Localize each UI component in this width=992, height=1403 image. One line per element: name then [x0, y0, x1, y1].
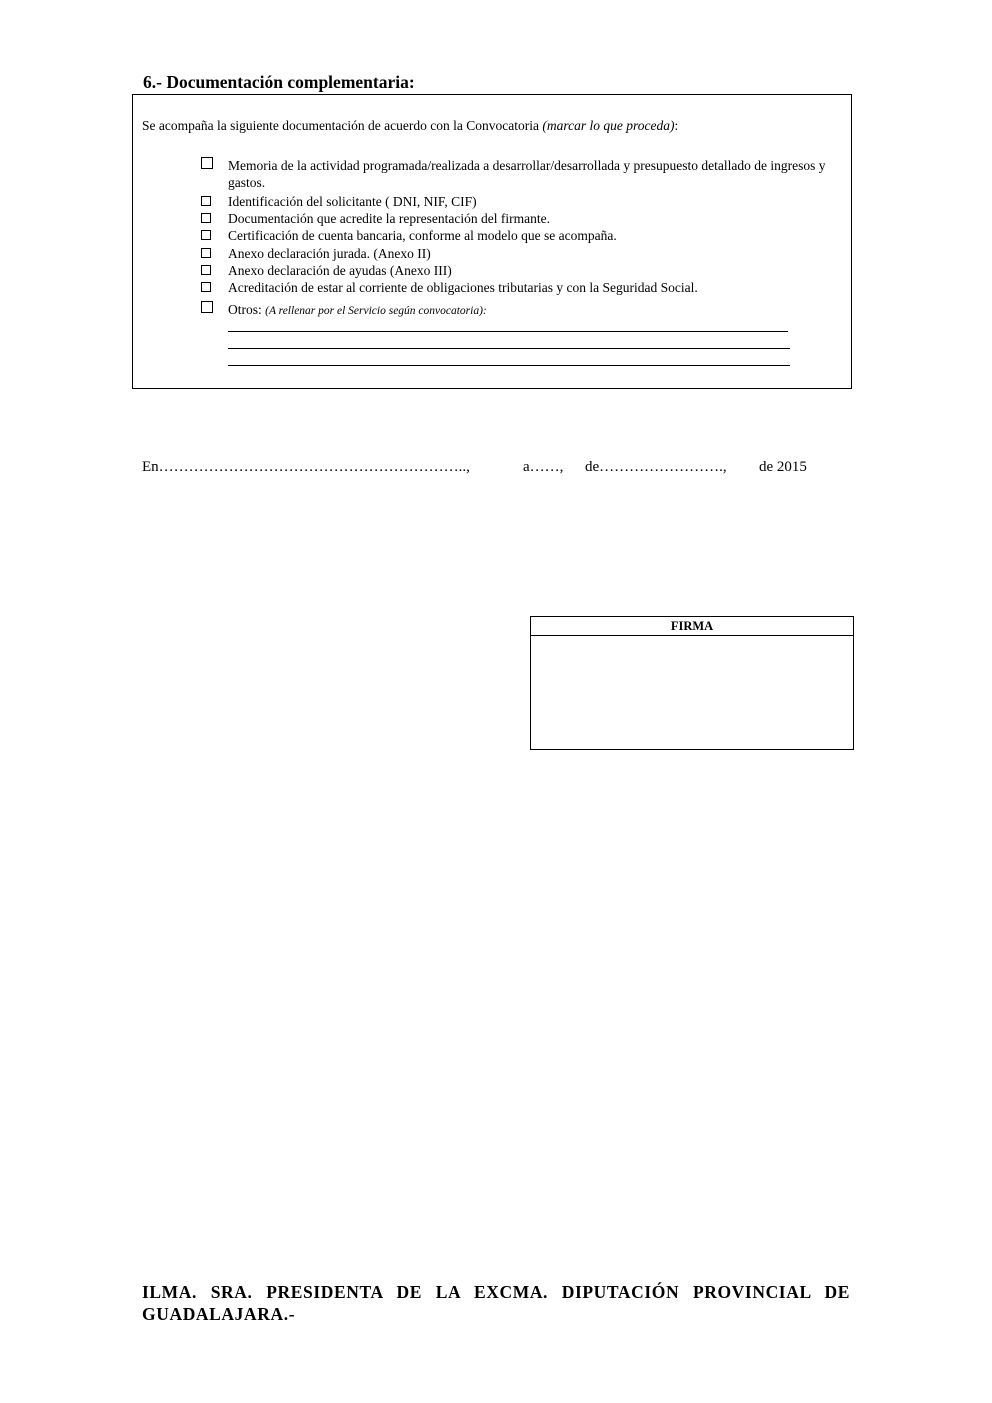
addressee-line-1: ILMA. SRA. PRESIDENTA DE LA EXCMA. DIPUTACIÓN PROVINCIAL DE — [142, 1282, 850, 1302]
otros-fill-line-1[interactable] — [228, 331, 788, 332]
date-day[interactable]: a……, — [523, 459, 564, 475]
addressee-line-2: GUADALAJARA.- — [142, 1304, 296, 1324]
otros-fill-line-3[interactable] — [228, 365, 790, 366]
checkbox-acreditacion[interactable] — [201, 282, 211, 292]
documentation-box — [132, 94, 852, 389]
checkbox-representacion[interactable] — [201, 213, 211, 223]
intro-hint: (marcar lo que proceda) — [542, 118, 675, 133]
doc-item-label: Otros: (A rellenar por el Servicio según convocatoria): — [228, 302, 487, 317]
checkbox-otros[interactable] — [201, 301, 213, 313]
doc-item-label: Anexo declaración jurada. (Anexo II) — [228, 246, 431, 261]
checkbox-anexo-ii[interactable] — [201, 248, 211, 258]
section-title: 6.- Documentación complementaria: — [143, 72, 415, 92]
doc-item-label: Memoria de la actividad programada/realizada a desarrollar/desarrollada y presupuesto detallado de ingresos y gastos. — [228, 158, 826, 190]
date-place[interactable]: En…………………………………………………….., — [142, 459, 470, 475]
doc-item-label: Acreditación de estar al corriente de obligaciones tributarias y con la Seguridad Social. — [228, 280, 698, 295]
checkbox-anexo-iii[interactable] — [201, 265, 211, 275]
signature-box[interactable] — [530, 616, 854, 750]
documentation-intro: Se acompaña la siguiente documentación de acuerdo con la Convocatoria (marcar lo que proceda): — [142, 118, 679, 133]
date-year: de 2015 — [759, 459, 807, 475]
doc-item-label: Certificación de cuenta bancaria, conforme al modelo que se acompaña. — [228, 228, 617, 243]
date-month[interactable]: de……………………., — [585, 459, 727, 475]
doc-item-label: Documentación que acredite la representación del firmante. — [228, 211, 550, 226]
doc-item-label: Identificación del solicitante ( DNI, NIF, CIF) — [228, 194, 477, 209]
checkbox-certificacion[interactable] — [201, 230, 211, 240]
otros-fill-line-2[interactable] — [228, 348, 790, 349]
signature-label: FIRMA — [531, 617, 853, 636]
checkbox-identificacion[interactable] — [201, 196, 211, 206]
doc-item-label: Anexo declaración de ayudas (Anexo III) — [228, 263, 452, 278]
otros-hint: (A rellenar por el Servicio según convocatoria): — [265, 305, 487, 317]
checkbox-memoria[interactable] — [201, 157, 213, 169]
